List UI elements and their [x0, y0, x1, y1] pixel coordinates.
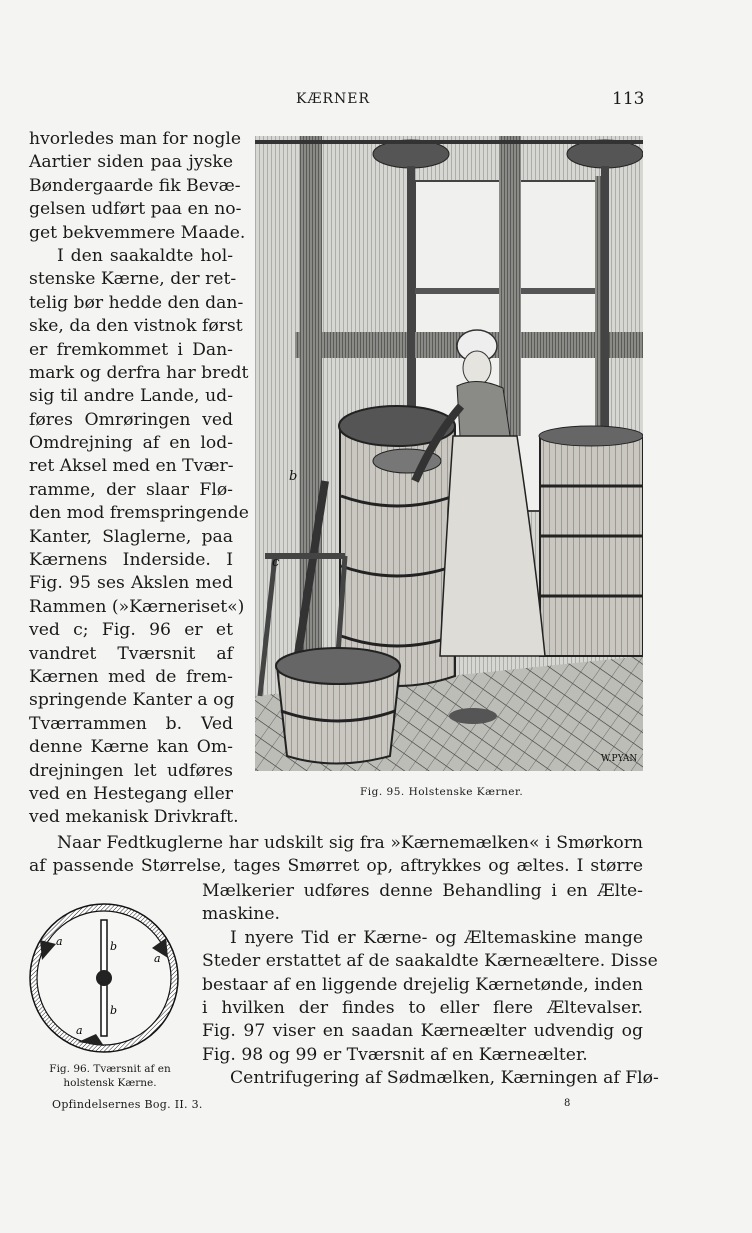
figure-95-caption: Fig. 95. Holstenske Kærner.: [360, 786, 524, 798]
text-line: maskine.: [202, 904, 280, 925]
text-line: ske, da den vistnok først: [29, 316, 243, 337]
text-line: ved en Hestegang eller: [29, 783, 233, 804]
text-line: gelsen udført paa en no-: [29, 199, 242, 220]
text-line: føres Omrøringen ved: [29, 409, 233, 430]
text-line: den mod fremspringende: [29, 503, 249, 524]
text-line: stenske Kærne, der ret-: [29, 269, 237, 290]
text-line: Omdrejning af en lod-: [29, 433, 233, 454]
figure-96-caption-line2: holstensk Kærne.: [63, 1077, 157, 1089]
text-line: Fig. 95 ses Akslen med: [29, 573, 233, 594]
text-line: telig bør hedde den dan-: [29, 292, 244, 313]
footer-sheet-number: 8: [564, 1098, 571, 1109]
figure-96-caption: [30, 1062, 190, 1090]
text-line: Rammen (»Kærneriset«): [29, 596, 245, 617]
figure-95-label-b: b: [289, 469, 298, 484]
text-line: hvorledes man for nogle: [29, 129, 242, 149]
text-line: Kærnen med de frem-: [29, 666, 233, 687]
text-line: Fig. 97 viser en saadan Kærneælter udvendig og: [202, 1021, 643, 1042]
text-line: Bøndergaarde fik Bevæ-: [29, 175, 241, 196]
left-text-column: [29, 128, 249, 830]
text-line: Centrifugering af Sødmælken, Kærningen af Flø-: [230, 1068, 659, 1089]
text-line: Tværrammen b. Ved: [29, 713, 233, 734]
text-line: drejningen let udføres: [29, 760, 233, 781]
figure-96-label-b-top: b: [110, 940, 118, 953]
figure-95-label-c: c: [272, 555, 280, 570]
figure-96-label-a-left: a: [56, 935, 63, 948]
text-line: Kærnens Inderside. I: [29, 550, 233, 571]
right-text-column: [202, 880, 659, 1091]
text-line: ret Aksel med en Tvær-: [29, 456, 234, 477]
text-line: ved c; Fig. 96 er et: [29, 620, 233, 641]
text-line: vandret Tværsnit af: [29, 643, 233, 664]
text-line: Steder erstattet af de saakaldte Kærneæltere. Disse: [202, 951, 658, 972]
text-line: sig til andre Lande, ud-: [29, 386, 233, 407]
page-number: 113: [612, 89, 645, 109]
text-line: i hvilken der findes to eller flere Æltevalser.: [202, 997, 643, 1018]
text-line: Kanter, Slaglerne, paa: [29, 526, 233, 547]
running-header: KÆRNER: [296, 91, 371, 107]
text-line: I nyere Tid er Kærne- og Æltemaskine mange: [230, 927, 643, 948]
figure-96-label-a-right: a: [154, 952, 161, 965]
figure-96-diagram: [26, 900, 182, 1056]
figure-96-label-b-bottom: b: [110, 1004, 118, 1017]
text-line: bestaar af en liggende drejelig Kærnetønde, inden: [202, 974, 643, 995]
figure-95-engraving: [255, 136, 643, 771]
footer-signature: Opfindelsernes Bog. II. 3.: [52, 1098, 203, 1111]
text-line: Aartier siden paa jyske: [29, 152, 233, 173]
text-line: ramme, der slaar Flø-: [29, 479, 233, 500]
figure-96-caption-line1: Fig. 96. Tværsnit af en: [49, 1063, 171, 1075]
figure-96-label-a-bottom: a: [76, 1024, 83, 1037]
figure-95-signature: W.PYAN: [601, 754, 638, 764]
text-line: Mælkerier udføres denne Behandling i en Ælte-: [202, 881, 643, 901]
text-line: I den saakaldte hol-: [57, 245, 233, 266]
full-width-text: [29, 832, 643, 879]
text-line: Fig. 98 og 99 er Tværsnit af en Kærneælter.: [202, 1044, 588, 1065]
text-line: af passende Størrelse, tages Smørret op, aftrykkes og æltes. I større: [29, 856, 643, 877]
text-line: springende Kanter a og: [29, 690, 235, 711]
text-line: denne Kærne kan Om-: [29, 737, 233, 758]
text-line: get bekvemmere Maade.: [29, 222, 246, 243]
text-line: er fremkommet i Dan-: [29, 339, 233, 360]
text-line: mark og derfra har bredt: [29, 362, 249, 383]
text-line: Naar Fedtkuglerne har udskilt sig fra »Kærnemælken« i Smørkorn: [57, 833, 643, 853]
text-line: ved mekanisk Drivkraft.: [29, 807, 239, 828]
